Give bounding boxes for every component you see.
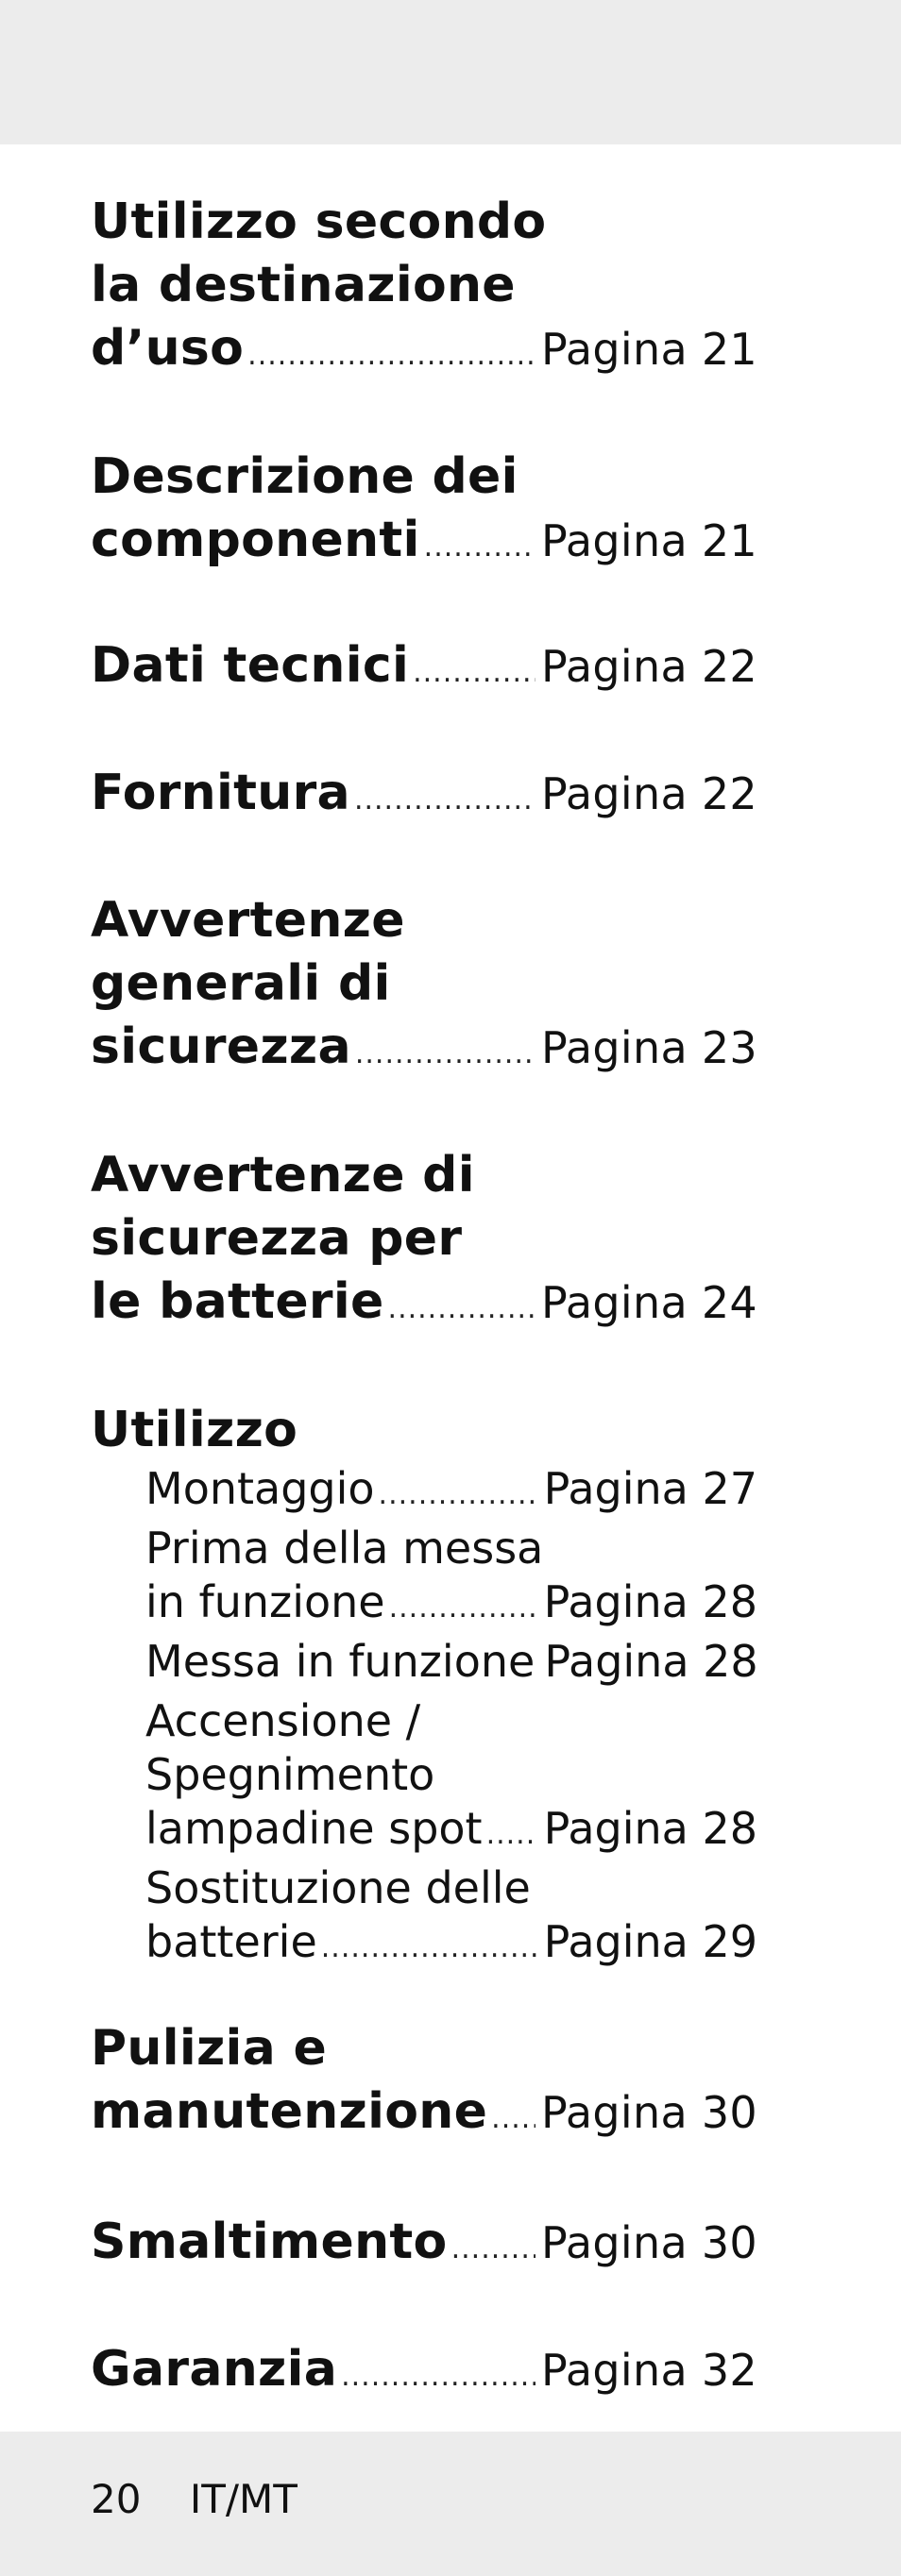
language-code: IT/MT [189, 2476, 298, 2522]
section-heading-line [91, 634, 757, 704]
dot-leader [389, 1581, 538, 1635]
page-reference: Pagina 23 [540, 1022, 757, 1073]
page-reference: Pagina 29 [543, 1916, 757, 1967]
subsection-line[interactable] [91, 1575, 757, 1635]
section-heading: Avvertenze di [91, 1147, 475, 1204]
subsection-line[interactable] [91, 1462, 757, 1522]
section-heading-line [91, 509, 757, 579]
toc-section[interactable] [91, 2017, 757, 2150]
page-reference: Pagina 27 [543, 1463, 757, 1514]
section-heading-line [91, 1271, 757, 1340]
section-heading: sicurezza per [91, 1210, 463, 1267]
section-heading-line [91, 317, 757, 387]
toc-section[interactable] [91, 2211, 757, 2281]
section-heading-line [91, 1016, 757, 1086]
subsection-title: Prima della messa [145, 1523, 544, 1574]
section-heading: Utilizzo [91, 1402, 298, 1458]
section-heading: Pulizia e [91, 2020, 328, 2077]
page-reference: Pagina 28 [544, 1636, 758, 1687]
section-heading-line [91, 889, 757, 952]
section-heading-line [91, 2338, 757, 2408]
subsection-title: Spegnimento [145, 1749, 435, 1800]
subsection-line [91, 1522, 757, 1575]
toc-section[interactable] [91, 2338, 757, 2408]
page-number: 20 [91, 2476, 142, 2522]
subsection-title: batterie [145, 1916, 317, 1967]
toc-section[interactable] [91, 889, 757, 1086]
section-heading: Descrizione dei [91, 448, 518, 505]
section-heading: d’uso [91, 320, 245, 377]
dot-leader [355, 1022, 536, 1086]
dot-leader [379, 1468, 538, 1522]
page-reference: Pagina 32 [540, 2345, 757, 2396]
toc-section[interactable] [91, 446, 757, 579]
subsection-line[interactable] [91, 1802, 757, 1861]
subsection-line[interactable] [91, 1915, 757, 1975]
section-heading-line [91, 952, 757, 1016]
dot-leader [413, 641, 536, 704]
page-footer [91, 2475, 333, 2524]
section-heading: componenti [91, 512, 420, 568]
page-reference: Pagina 21 [540, 515, 757, 566]
section-heading: Avvertenze [91, 892, 405, 949]
dot-leader [341, 2345, 536, 2408]
section-heading-line [91, 1144, 757, 1207]
dot-leader [321, 1921, 538, 1975]
dot-leader [388, 1277, 536, 1340]
page-reference: Pagina 21 [540, 324, 757, 375]
section-heading-line [91, 762, 757, 832]
subsection-title: Messa in funzione [145, 1636, 536, 1687]
subsection-title: Sostituzione delle [145, 1862, 531, 1913]
page-reference: Pagina 22 [540, 768, 757, 819]
page-reference: Pagina 28 [543, 1803, 757, 1854]
dot-leader [451, 2217, 536, 2281]
section-heading: la destinazione [91, 257, 516, 313]
section-heading-line [91, 254, 757, 317]
header-band [0, 0, 901, 144]
section-heading: le batterie [91, 1273, 384, 1330]
section-heading: Smaltimento [91, 2214, 448, 2270]
subsection-line [91, 1748, 757, 1802]
toc-section[interactable] [91, 1144, 757, 1340]
section-heading-line [91, 2211, 757, 2281]
section-heading: manutenzione [91, 2083, 488, 2140]
page-reference: Pagina 28 [543, 1576, 757, 1627]
toc-section[interactable] [91, 634, 757, 704]
section-heading-line [91, 2080, 757, 2150]
toc-section[interactable] [91, 191, 757, 387]
dot-leader [424, 515, 536, 579]
section-heading: Utilizzo secondo [91, 194, 547, 250]
page-reference: Pagina 30 [540, 2087, 757, 2138]
dot-leader [247, 324, 536, 387]
toc-section[interactable] [91, 1399, 757, 1975]
dot-leader [491, 2087, 536, 2150]
section-heading: Fornitura [91, 765, 350, 821]
subsection-title: lampadine spot [145, 1803, 483, 1854]
section-heading-line [91, 191, 757, 254]
section-heading-line [91, 1207, 757, 1271]
dot-leader [486, 1808, 538, 1861]
section-heading: Dati tecnici [91, 637, 410, 694]
page-reference: Pagina 24 [540, 1277, 757, 1328]
subsection-line[interactable] [91, 1635, 757, 1694]
dot-leader [354, 768, 536, 832]
section-heading-line [91, 1399, 757, 1462]
section-heading: sicurezza [91, 1019, 351, 1075]
toc-section[interactable] [91, 762, 757, 832]
subsection-line [91, 1694, 757, 1748]
subsection-title: in funzione [145, 1576, 385, 1627]
page-reference: Pagina 22 [540, 641, 757, 692]
section-heading: generali di [91, 955, 391, 1012]
subsection-title: Montaggio [145, 1463, 375, 1514]
section-heading: Garanzia [91, 2341, 338, 2398]
page-reference: Pagina 30 [540, 2217, 757, 2268]
subsection-line [91, 1861, 757, 1915]
section-heading-line [91, 446, 757, 509]
section-heading-line [91, 2017, 757, 2080]
subsection-title: Accensione / [145, 1695, 421, 1746]
